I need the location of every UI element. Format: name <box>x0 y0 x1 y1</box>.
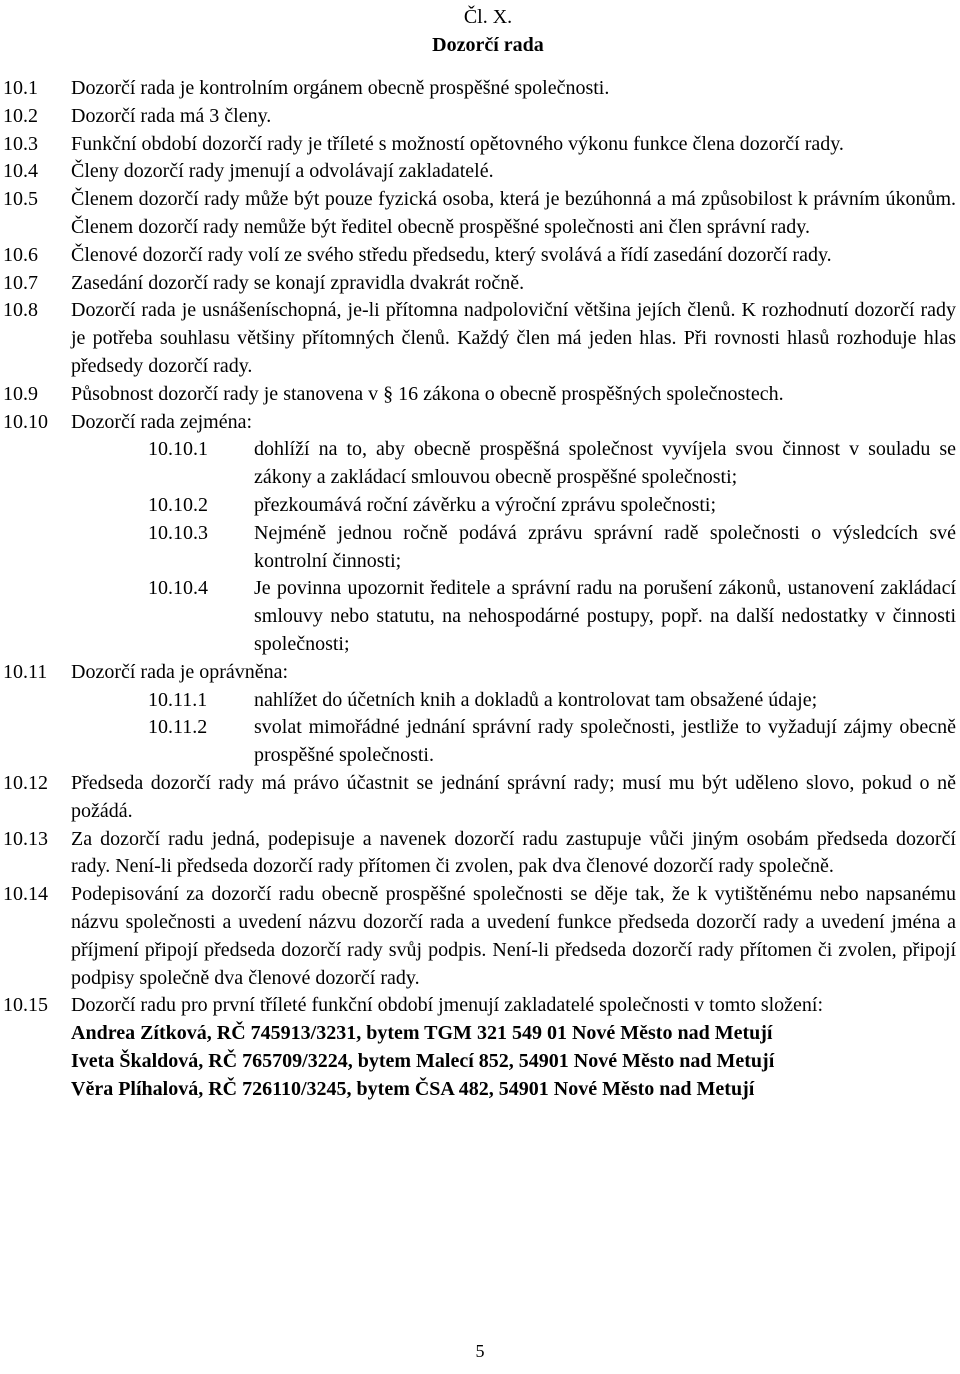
subitem-number: 10.10.1 <box>148 438 208 461</box>
member-list <box>0 1020 960 1103</box>
section-heading <box>16 3 960 59</box>
item-number: 10.15 <box>3 994 48 1017</box>
item-number: 10.6 <box>3 243 38 266</box>
item-text: Podepisování za dozorčí radu obecně prospěšné společnosti se děje tak, že k vytištěnému nebo napsanému názvu společnosti a uvedení názvu dozorčí rada a uvedení funkce předseda dozorčí rady a uvedení jména a příjmení připojí předseda dozorčí rady svůj podpis. Není-li předseda dozorčí rady přítomen či zvolen, připojí podpisy společně dva členové dozorčí rady. <box>71 883 956 989</box>
subitem-text: nahlížet do účetních knih a dokladů a kontrolovat tam obsažené údaje; <box>254 688 818 711</box>
subitem-text: svolat mimořádné jednání správní rady společnosti, jestliže to vyžadují zájmy obecně prospěšné společnosti. <box>254 716 956 767</box>
item-text: Členy dozorčí rady jmenují a odvolávají zakladatelé. <box>71 160 494 183</box>
subitem-text: dohlíží na to, aby obecně prospěšná společnost vyvíjela svou činnost v souladu se zákony a zakládací smlouvou obecně prospěšné společnosti; <box>254 438 956 489</box>
item-text: Dozorčí radu pro první tříleté funkční období jmenují zakladatelé společnosti v tomto složení: <box>71 994 824 1017</box>
item-number: 10.4 <box>3 160 38 183</box>
item-text: Působnost dozorčí rady je stanovena v § 16 zákona o obecně prospěšných společnostech. <box>71 382 784 405</box>
subitem-number: 10.10.2 <box>148 493 208 516</box>
item-number: 10.14 <box>3 883 48 906</box>
subitem-number: 10.11.1 <box>148 688 208 711</box>
item-10-4 <box>0 158 960 186</box>
item-number: 10.10 <box>3 410 48 433</box>
item-text: Dozorčí rada je oprávněna: <box>71 660 289 683</box>
item-10-3 <box>0 131 960 159</box>
item-10-15 <box>0 992 960 1020</box>
item-10-7 <box>0 270 960 298</box>
subitem-10-10-3 <box>0 520 960 576</box>
subitem-text: přezkoumává roční závěrku a výroční zprávu společnosti; <box>254 493 717 516</box>
item-number: 10.5 <box>3 188 38 211</box>
subitem-10-10-2 <box>0 492 960 520</box>
item-number: 10.12 <box>3 771 48 794</box>
item-number: 10.2 <box>3 104 38 127</box>
section-title: Dozorčí rada <box>432 34 544 56</box>
item-10-5 <box>0 186 960 242</box>
subitem-text: Je povinna upozornit ředitele a správní radu na porušení zákonů, ustanovení zakládací smlouvy nebo statutu, na nehospodárné postupy, popř. na další nedostatky v činnosti společnosti; <box>254 577 956 655</box>
item-10-10 <box>0 409 960 437</box>
page-content <box>0 3 960 1103</box>
subitem-number: 10.11.2 <box>148 716 208 739</box>
subitem-10-10-1 <box>0 436 960 492</box>
subitem-10-11-2 <box>0 714 960 770</box>
item-text: Dozorčí rada zejména: <box>71 410 253 433</box>
item-10-6 <box>0 242 960 270</box>
item-number: 10.1 <box>3 77 38 99</box>
article-number: Čl. X. <box>463 6 513 28</box>
item-10-13 <box>0 826 960 882</box>
item-number: 10.9 <box>3 382 38 405</box>
item-10-2 <box>0 103 960 131</box>
item-10-11 <box>0 659 960 687</box>
member-entry: Andrea Zítková, RČ 745913/3231, bytem TGM 321 549 01 Nové Město nad Metují <box>71 1022 773 1045</box>
page-number: 5 <box>475 1341 485 1361</box>
subitem-number: 10.10.3 <box>148 521 208 544</box>
subitem-number: 10.10.4 <box>148 577 208 600</box>
item-number: 10.13 <box>3 827 48 850</box>
item-10-1 <box>0 75 960 103</box>
item-text: Předseda dozorčí rady má právo účastnit se jednání správní rady; musí mu být uděleno slovo, pokud o ně požádá. <box>71 771 956 822</box>
item-number: 10.11 <box>3 660 48 683</box>
item-text: Členem dozorčí rady může být pouze fyzická osoba, která je bezúhonná a má způsobilost k právním úkonům. Členem dozorčí rady nemůže být ředitel obecně prospěšné společnosti ani člen správní rady. <box>71 188 956 238</box>
subitem-text: Nejméně jednou ročně podává zprávu správní radě společnosti o výsledcích své kontrolní činnosti; <box>254 521 956 572</box>
article-items <box>0 75 960 1103</box>
item-text: Funkční období dozorčí rady je tříleté s možností opětovného výkonu funkce člena dozorčí rady. <box>71 132 844 155</box>
item-text: Dozorčí rada je usnášeníschopná, je-li přítomna nadpoloviční většina jejích členů. K rozhodnutí dozorčí rady je potřeba souhlasu většiny přítomných členů. Každý člen má jeden hlas. Při rovnosti hlasů rozhoduje hlas předsedy dozorčí rady. <box>71 299 956 377</box>
item-text: Dozorčí rada je kontrolním orgánem obecně prospěšné společnosti. <box>71 77 610 99</box>
item-text: Za dozorčí radu jedná, podepisuje a navenek dozorčí radu zastupuje vůči jiným osobám předseda dozorčí rady. Není-li předseda dozorčí rady přítomen či zvolen, pak dva členové dozorčí rady společně. <box>71 827 956 878</box>
item-10-14 <box>0 881 960 992</box>
item-text: Dozorčí rada má 3 členy. <box>71 104 272 127</box>
item-10-9 <box>0 381 960 409</box>
item-text: Členové dozorčí rady volí ze svého středu předsedu, který svolává a řídí zasedání dozorčí rady. <box>71 243 832 266</box>
member-entry: Iveta Škaldová, RČ 765709/3224, bytem Malecí 852, 54901 Nové Město nad Metují <box>71 1049 775 1072</box>
item-number: 10.3 <box>3 132 38 155</box>
item-number: 10.7 <box>3 271 38 294</box>
subitem-10-11-1 <box>0 687 960 715</box>
member-entry: Věra Plíhalová, RČ 726110/3245, bytem ČSA 482, 54901 Nové Město nad Metují <box>71 1077 755 1100</box>
item-text: Zasedání dozorčí rady se konají zpravidla dvakrát ročně. <box>71 271 525 294</box>
item-10-8 <box>0 297 960 380</box>
subitem-10-10-4 <box>0 575 960 658</box>
item-number: 10.8 <box>3 299 38 322</box>
item-10-12 <box>0 770 960 826</box>
